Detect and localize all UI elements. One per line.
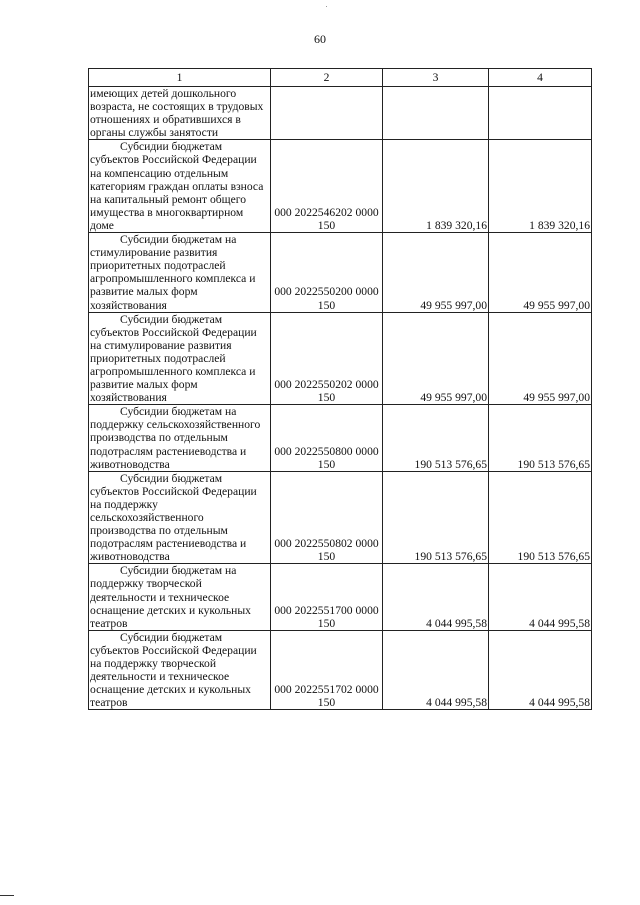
subsidy-name-cell: [89, 405, 271, 471]
budget-code-cell: 000 2022546202 0000 150: [271, 140, 383, 233]
subsidy-name-first-line: Субсидии бюджетам: [120, 471, 223, 485]
table-row: [89, 140, 592, 233]
subsidy-name-cell: [89, 140, 271, 233]
subsidy-name-text: имеющих детей дошкольного возраста, не состоящих в трудовых отношениях и обратившихся в органы службы занятости: [90, 87, 264, 140]
subsidy-name-text: субъектов Российской Федерации на стимулирование развития приоритетных подотраслей агропромышленного комплекса и развитие малых форм хозяйствования: [90, 325, 257, 405]
amount-col3-cell: 190 513 576,65: [383, 471, 489, 564]
table-header-row: [89, 69, 592, 87]
page-number: 60: [314, 32, 326, 46]
column-header: 4: [489, 69, 592, 87]
column-header: 3: [383, 69, 489, 87]
subsidy-name-text: стимулирование развития приоритетных подотраслей агропромышленного комплекса и развитие малых форм хозяйствования: [90, 246, 256, 312]
subsidy-name-first-line: Субсидии бюджетам на: [120, 233, 237, 247]
budget-code-cell: 000 2022550202 0000 150: [271, 312, 383, 405]
amount-col4-cell: 4 044 995,58: [489, 630, 592, 710]
budget-code-cell: 000 2022551700 0000 150: [271, 564, 383, 630]
amount-col4-cell: [489, 87, 592, 140]
scan-speck: [326, 6, 327, 7]
budget-code-cell: 000 2022550200 0000 150: [271, 233, 383, 313]
table-row: [89, 564, 592, 630]
table-row: [89, 87, 592, 140]
subsidy-name-cell: [89, 630, 271, 710]
amount-col3-cell: 49 955 997,00: [383, 312, 489, 405]
table-row: [89, 630, 592, 710]
subsidy-name-first-line: Субсидии бюджетам: [120, 630, 223, 644]
subsidy-name-cell: [89, 471, 271, 564]
column-header: 2: [271, 69, 383, 87]
amount-col4-cell: 1 839 320,16: [489, 140, 592, 233]
subsidy-name-first-line: Субсидии бюджетам на: [120, 405, 237, 419]
budget-code-cell: 000 2022550802 0000 150: [271, 471, 383, 564]
amount-col4-cell: 49 955 997,00: [489, 233, 592, 313]
amount-col4-cell: 190 513 576,65: [489, 471, 592, 564]
subsidy-name-first-line: Субсидии бюджетам: [120, 312, 223, 326]
budget-table: [88, 68, 592, 710]
subsidy-name-text: субъектов Российской Федерации на поддержку творческой деятельности и техническое оснащение детских и кукольных театров: [90, 643, 257, 710]
amount-col3-cell: 1 839 320,16: [383, 140, 489, 233]
subsidy-name-text: поддержку творческой деятельности и техническое оснащение детских и кукольных театров: [90, 577, 251, 630]
margin-mark: [0, 895, 14, 896]
table-row: [89, 312, 592, 405]
subsidy-name-text: субъектов Российской Федерации на компенсацию отдельным категориям граждан оплаты взноса на капитальный ремонт общего имущества в многоквартирном доме: [90, 153, 264, 232]
table-row: [89, 233, 592, 313]
amount-col4-cell: 4 044 995,58: [489, 564, 592, 630]
column-header: 1: [89, 69, 271, 87]
subsidy-name-cell: [89, 87, 271, 140]
amount-col3-cell: 190 513 576,65: [383, 405, 489, 471]
subsidy-name-first-line: Субсидии бюджетам на: [120, 564, 237, 578]
amount-col4-cell: 190 513 576,65: [489, 405, 592, 471]
amount-col3-cell: 4 044 995,58: [383, 564, 489, 630]
subsidy-name-text: поддержку сельскохозяйственного производства по отдельным подотраслям растениеводства и животноводства: [90, 418, 261, 471]
amount-col3-cell: 49 955 997,00: [383, 233, 489, 313]
table-row: [89, 405, 592, 471]
subsidy-name-first-line: Субсидии бюджетам: [120, 140, 223, 154]
amount-col3-cell: 4 044 995,58: [383, 630, 489, 710]
subsidy-name-cell: [89, 312, 271, 405]
budget-code-cell: 000 2022551702 0000 150: [271, 630, 383, 710]
subsidy-name-cell: [89, 564, 271, 630]
amount-col4-cell: 49 955 997,00: [489, 312, 592, 405]
amount-col3-cell: [383, 87, 489, 140]
budget-code-cell: [271, 87, 383, 140]
table-row: [89, 471, 592, 564]
subsidy-name-cell: [89, 233, 271, 313]
subsidy-name-text: субъектов Российской Федерации на поддержку сельскохозяйственного производства по отдельным подотраслям растениеводства и животноводства: [90, 484, 257, 564]
budget-code-cell: 000 2022550800 0000 150: [271, 405, 383, 471]
